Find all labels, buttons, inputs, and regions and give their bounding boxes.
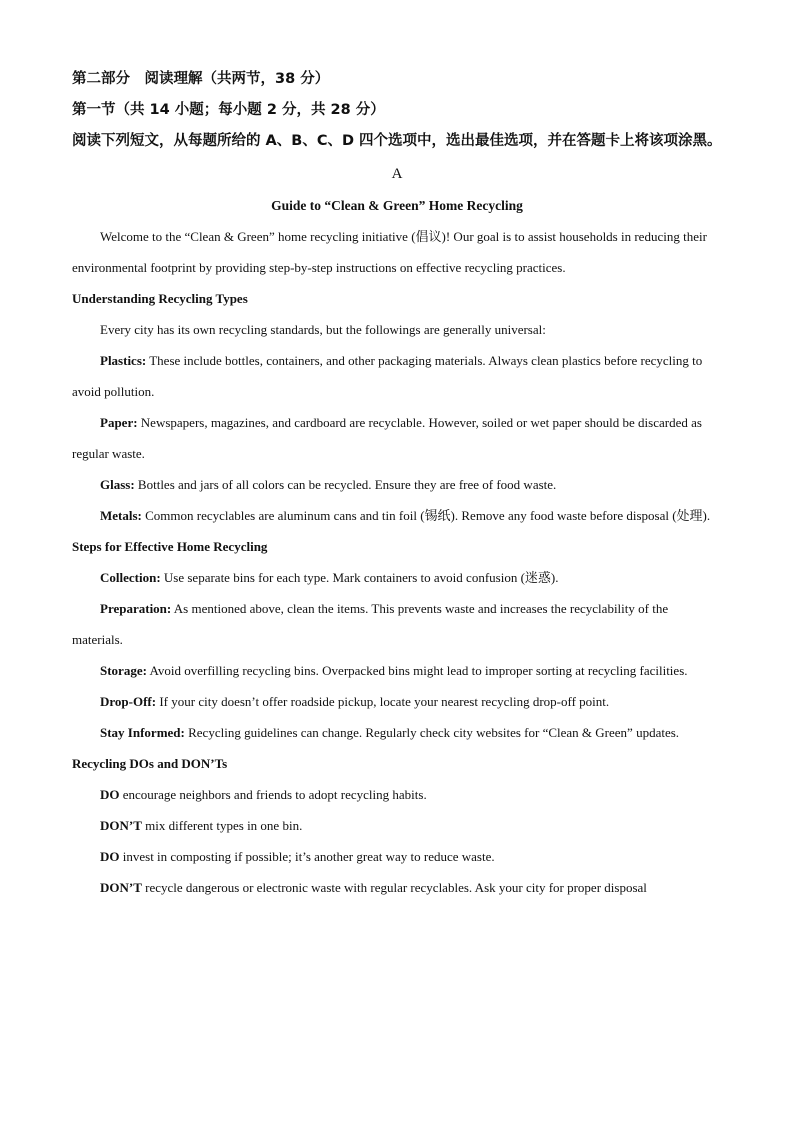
dos-item (72, 779, 722, 810)
term-label: Storage: (100, 663, 147, 678)
term-text: Common recyclables are aluminum cans and tin foil (锡纸). Remove any food waste before disposal (处理). (141, 508, 711, 523)
type-item-glass (72, 469, 722, 500)
term-label: Metals: (100, 508, 142, 523)
term-text: Use separate bins for each type. Mark containers to avoid confusion (迷惑). (160, 570, 559, 585)
term-label: Paper: (100, 415, 138, 430)
term-label: DO (100, 787, 120, 802)
term-text: Recycling guidelines can change. Regularly check city websites for “Clean & Green” updates. (184, 725, 680, 740)
term-label: Drop-Off: (100, 694, 157, 709)
step-item-dropoff (72, 686, 722, 717)
step-item-preparation (72, 593, 722, 655)
term-label: Preparation: (100, 601, 172, 616)
dos-item (72, 841, 722, 872)
exam-page (72, 64, 722, 903)
term-label: Plastics: (100, 353, 147, 368)
term-label: DON’T (100, 880, 142, 895)
term-label: DO (100, 849, 120, 864)
type-item-metals (72, 500, 722, 531)
term-text: mix different types in one bin. (141, 818, 303, 833)
passage-title: Guide to “Clean & Green” Home Recycling (271, 198, 523, 213)
term-text: If your city doesn’t offer roadside pickup, locate your nearest recycling drop-off point. (156, 694, 610, 709)
part-heading: 第二部分 阅读理解（共两节，38 分） (72, 71, 330, 87)
step-item-collection (72, 562, 722, 593)
types-intro: Every city has its own recycling standards, but the followings are generally universal: (100, 322, 546, 337)
intro-paragraph: Welcome to the “Clean & Green” home recycling initiative (倡议)! Our goal is to assist households in reducing their environmental footprint by providing step-by-step instructions on effective recycling practices. (72, 229, 707, 275)
dos-heading: Recycling DOs and DON’Ts (72, 756, 228, 771)
term-label: Glass: (100, 477, 135, 492)
term-label: Stay Informed: (100, 725, 185, 740)
step-item-stay-informed (72, 717, 722, 748)
instructions: 阅读下列短文，从每题所给的 A、B、C、D 四个选项中，选出最佳选项，并在答题卡上将该项涂黑。 (72, 133, 722, 149)
term-text: As mentioned above, clean the items. This prevents waste and increases the recyclability of the materials. (72, 601, 669, 647)
types-heading: Understanding Recycling Types (72, 291, 248, 306)
passage-letter: A (391, 166, 403, 182)
term-text: Avoid overfilling recycling bins. Overpacked bins might lead to improper sorting at recycling facilities. (146, 663, 688, 678)
step-item-storage (72, 655, 722, 686)
dos-item (72, 872, 722, 903)
term-text: Bottles and jars of all colors can be recycled. Ensure they are free of food waste. (134, 477, 557, 492)
term-label: DON’T (100, 818, 142, 833)
steps-heading: Steps for Effective Home Recycling (72, 539, 268, 554)
term-label: Collection: (100, 570, 161, 585)
dos-item (72, 810, 722, 841)
term-text: recycle dangerous or electronic waste with regular recyclables. Ask your city for proper disposal (141, 880, 647, 895)
term-text: invest in composting if possible; it’s another great way to reduce waste. (119, 849, 495, 864)
type-item-plastics (72, 345, 722, 407)
type-item-paper (72, 407, 722, 469)
term-text: Newspapers, magazines, and cardboard are recyclable. However, soiled or wet paper should be discarded as regular waste. (72, 415, 702, 461)
term-text: These include bottles, containers, and other packaging materials. Always clean plastics before recycling to avoid pollution. (72, 353, 703, 399)
section-heading: 第一节（共 14 小题；每小题 2 分，共 28 分） (72, 102, 385, 118)
term-text: encourage neighbors and friends to adopt recycling habits. (119, 787, 427, 802)
